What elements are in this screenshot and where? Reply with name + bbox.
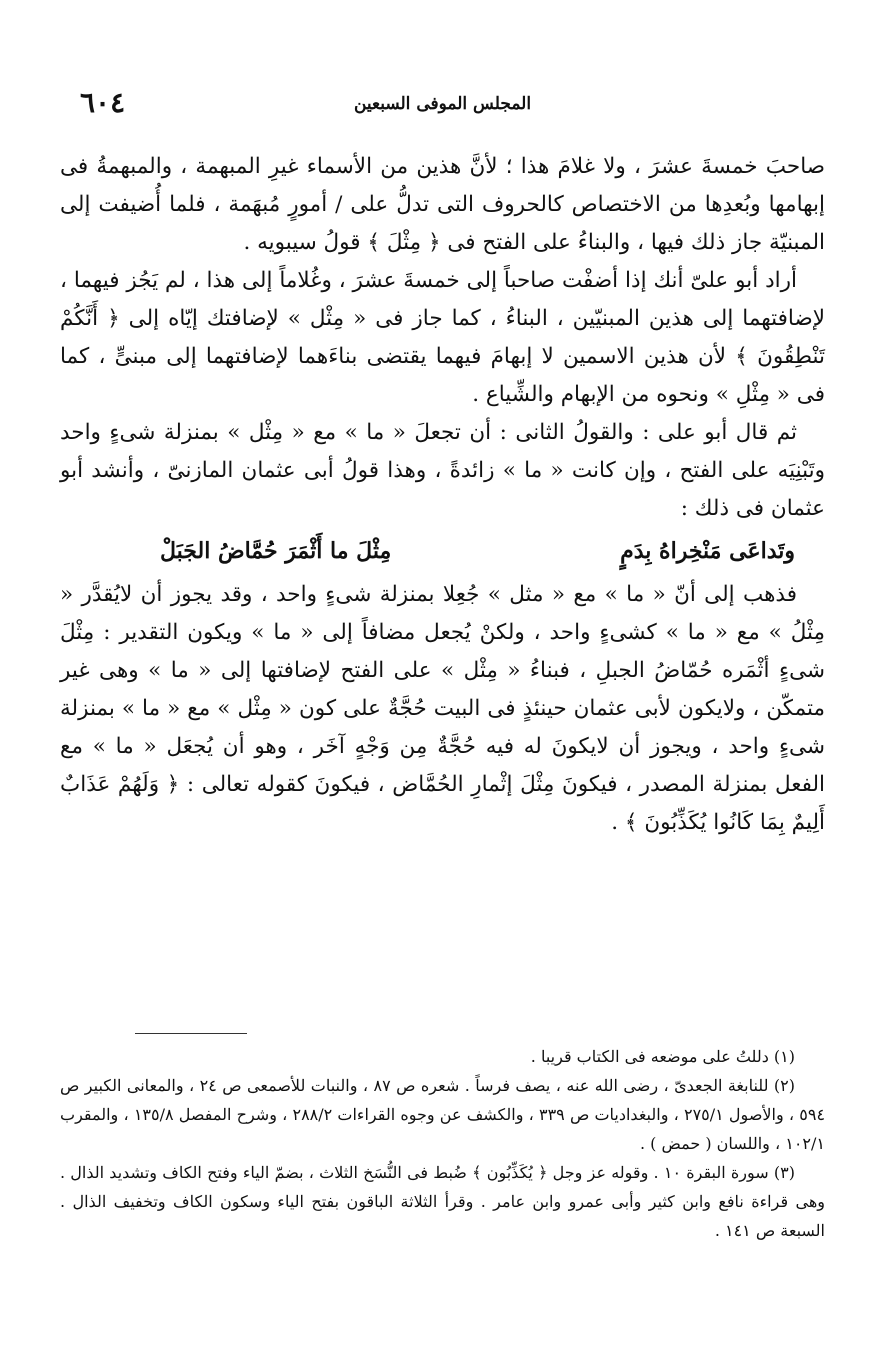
- footnote-2: (٢) للنابغة الجعدىّ ، رضى الله عنه ، يصف فرساً . شعره ص ٨٧ ، والنبات للأصمعى ص ٢٤ ، والمعانى الكبير ص ٥٩٤ ، والأصول ٢٧٥/١ ، والبغداديات ص ٣٣٩ ، والكشف عن وجوه القراءات ٢٨٨/٢ ، وشرح المفصل ١٣٥/٨ ، والمقرب ١٠٢/١ ، واللسان ( حمض ) .: [60, 1076, 826, 1153]
- poetry-verse: [60, 528, 825, 576]
- footnotes: [60, 1042, 825, 1245]
- page-header: [60, 86, 825, 126]
- paragraph: فذهب إلى أنّ « ما » مع « مثل » جُعِلا بمنزلة شىءٍ واحد ، وقد يجوز أن لايُقدَّر « مِثْلُ » مع « ما » كشىءٍ واحد ، ولكنْ يُجعل مضافاً إلى « ما » ويكون التقدير : مِثْلَ شىءٍ أثْمَره حُمّاضُ الجبلِ ، فبناءُ « مِثْل » على الفتح لإضافتها إلى « ما » وهى غير متمكّن ، ولايكون لأبى عثمان حينئذٍ فى البيت حُجَّةٌ على كون « مِثْل » مع « ما » بمنزلة شىءٍ واحد ، ويجوز أن لايكونَ له فيه حُجَّةٌ مِن وَجْهٍ آخَر ، وهو أن يُجعَل « ما » مع الفعل بمنزلة المصدر ، فيكونَ مِثْلَ إثْمارِ الحُمَّاض ، فيكونَ كقوله تعالى : ﴿ وَلَهُمْ عَذَابٌ أَلِيمٌ بِمَا كَانُوا يُكَذِّبُونَ ﴾ .: [60, 582, 825, 835]
- running-title: المجلس الموفى السبعين: [353, 94, 532, 114]
- footnote-1: (١) دللتُ على موضعه فى الكتاب قريبا .: [530, 1047, 795, 1066]
- paragraph: أراد أبو علىّ أنك إذا أضفْت صاحباً إلى خمسةَ عشرَ ، وغُلاماً إلى هذا ، لم يَجُز فيهما ، لإضافتهما إلى هذين المبنيّين ، البناءُ ، كما جاز فى « مِثْل » لإضافتك إيّاه إلى ﴿ أَنَّكُمْ تَنْطِقُونَ ﴾ لأن هذين الاسمين لا إبهامَ فيهما يقتضى بناءَهما لإضافتهما إلى مبنىٍّ ، كما فى « مِثْلِ » ونحوه من الإبهام والشِّياع .: [60, 268, 825, 407]
- verse-first-hemistich: وتَداعَى مَنْخِراهُ بِدَمٍ: [620, 538, 795, 564]
- page-number: ٦٠٤: [80, 86, 126, 119]
- footnote-divider: [135, 1033, 247, 1034]
- paragraph: صاحبَ خمسةَ عشرَ ، ولا غلامَ هذا ؛ لأنَّ هذين من الأسماء غيرِ المبهمة ، والمبهمةُ فى إبهامها وبُعدِها من الاختصاص كالحروف التى تدلُّ على / أمورٍ مُبهَمة ، فلما أُضيفت إلى المبنيّة جاز ذلك فيها ، والبناءُ على الفتح فى ﴿ مِثْلَ ﴾ قولُ سيبويه .: [60, 154, 825, 255]
- footnote-3: (٣) سورة البقرة ١٠ . وقوله عز وجل ﴿ يُكَذِّبُون ﴾ ضُبط فى النُّسَخ الثلاث ، بضمّ الياء وفتح الكاف وتشديد الذال . وهى قراءة نافع وابن كثير وأبى عمرو وابن عامر . وقرأ الثلاثة الباقون بفتح الياء وسكون الكاف وتخفيف الذال . السبعة ص ١٤١ .: [60, 1163, 825, 1240]
- verse-second-hemistich: مِثْلَ ما أَثْمَرَ حُمَّاضُ الجَبَلْ: [160, 538, 392, 564]
- main-text: [60, 148, 825, 842]
- paragraph: ثم قال أبو على : والقولُ الثانى : أن تجعلَ « ما » مع « مِثْل » بمنزلة شىءٍ واحد وتَبْنِيَه على الفتح ، وإن كانت « ما » زائدةً ، وهذا قولُ أبى عثمان المازنىّ ، وأنشد أبو عثمان فى ذلك :: [60, 420, 825, 521]
